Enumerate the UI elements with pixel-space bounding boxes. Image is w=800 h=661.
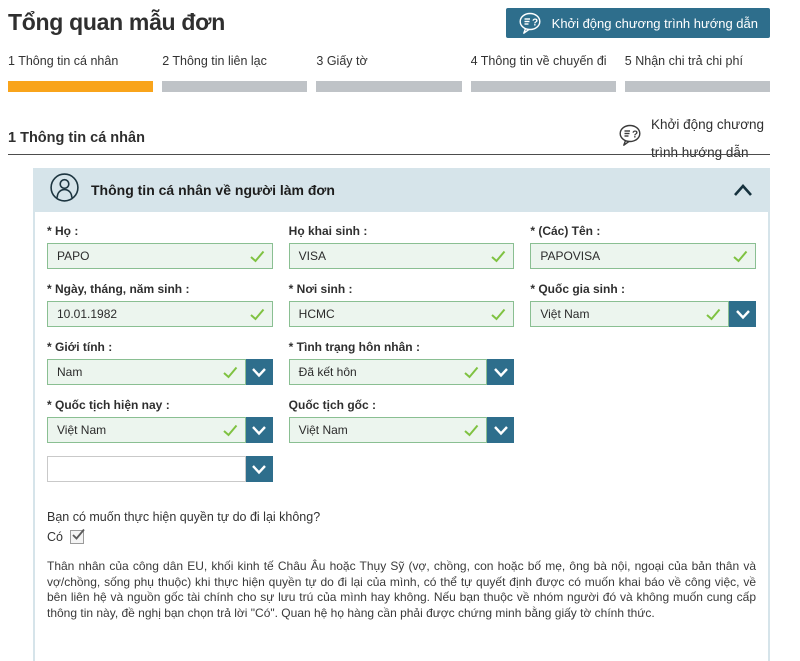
step-5-cost-coverage[interactable] — [625, 54, 770, 92]
field-extra-dropdown — [47, 456, 273, 482]
dropdown-button[interactable] — [487, 359, 514, 385]
valid-check-icon — [250, 250, 265, 263]
field-tinh-trang-hon-nhan — [289, 340, 515, 385]
step-nav — [8, 54, 770, 92]
input-value: Việt Nam — [540, 307, 590, 321]
valid-check-icon — [464, 424, 479, 437]
input-value: HCMC — [298, 307, 335, 321]
page-header — [8, 8, 770, 38]
panel-header-toggle[interactable] — [35, 168, 768, 212]
input-value: 10.01.1982 — [57, 307, 118, 321]
field-noi-sinh — [289, 282, 515, 327]
ngay-sinh-input[interactable] — [47, 301, 273, 327]
field-label: * (Các) Tên : — [530, 224, 601, 238]
section-heading-row — [8, 115, 770, 160]
dropdown-button[interactable] — [246, 417, 273, 443]
guide-help-link-label: Khởi động chương trình hướng dẫn — [651, 117, 765, 160]
step-3-documents[interactable] — [316, 54, 461, 92]
input-value: Việt Nam — [57, 423, 107, 437]
field-label: * Quốc gia sinh : — [530, 282, 626, 296]
step-progress-bar — [162, 81, 307, 92]
co-checkbox[interactable] — [70, 530, 84, 544]
noi-sinh-input[interactable] — [289, 301, 515, 327]
valid-check-icon — [491, 250, 506, 263]
input-value: Việt Nam — [298, 423, 348, 437]
guide-help-link[interactable] — [618, 115, 770, 161]
input-value: Đã kết hôn — [298, 365, 357, 379]
field-label: * Quốc tịch hiện nay : — [47, 398, 170, 412]
input-value: VISA — [298, 249, 327, 263]
question-text: Bạn có muốn thực hiện quyền tự do đi lại không? — [47, 510, 321, 524]
gioi-tinh-select[interactable] — [47, 359, 246, 385]
step-2-contact-info[interactable] — [162, 54, 307, 92]
dropdown-button[interactable] — [246, 456, 273, 482]
input-value: PAPO — [57, 249, 90, 263]
field-ho — [47, 224, 273, 269]
eu-relatives-note: Thân nhân của công dân EU, khối kinh tế Châu Âu hoặc Thụy Sỹ (vợ, chồng, con hoặc bố mẹ, ông bà nội, ngoại của bản thân và vợ/chồng, sống phụ thuộc) khi thực hiện quyền tự do đi lại của mình, có thể tự quyết định được có muốn khai báo về công việc, về bên liên hệ và nguồn gốc tài chính cho sự lưu trú của mình hay không. Nếu bạn thuộc về nhóm người đó và không muốn cung cấp thông tin này, đề nghị bạn chọn trả lời "Có". Quan hệ họ hàng cần phải được chứng minh bằng giấy tờ chính thức. — [47, 559, 756, 620]
step-progress-bar — [316, 81, 461, 92]
field-ngay-sinh — [47, 282, 273, 327]
tinh-trang-hon-nhan-select[interactable] — [289, 359, 488, 385]
ten-input[interactable] — [530, 243, 756, 269]
step-label: 4 Thông tin về chuyến đi — [470, 54, 607, 68]
page-title: Tổng quan mẫu đơn — [8, 9, 225, 35]
section-title: 1 Thông tin cá nhân — [8, 130, 145, 146]
valid-check-icon — [223, 424, 238, 437]
quoc-tich-goc-select[interactable] — [289, 417, 488, 443]
svg-text:?: ? — [531, 17, 538, 28]
free-movement-question — [47, 509, 756, 544]
field-label: * Họ : — [47, 224, 79, 238]
extra-select[interactable] — [47, 456, 246, 482]
field-ten — [530, 224, 756, 269]
svg-text:?: ? — [632, 129, 639, 141]
panel-body — [35, 212, 768, 621]
quoc-tich-hien-nay-select[interactable] — [47, 417, 246, 443]
valid-check-icon — [250, 308, 265, 321]
valid-check-icon — [464, 366, 479, 379]
ho-input[interactable] — [47, 243, 273, 269]
input-value: Nam — [57, 365, 83, 379]
field-label: * Ngày, tháng, năm sinh : — [47, 282, 190, 296]
step-label: 2 Thông tin liên lạc — [162, 54, 267, 68]
answer-label: Có — [47, 530, 63, 544]
input-value: PAPOVISA — [540, 249, 601, 263]
step-progress-bar — [471, 81, 616, 92]
guide-button[interactable] — [506, 8, 770, 38]
valid-check-icon — [733, 250, 748, 263]
step-progress-bar — [625, 81, 770, 92]
step-1-personal-info[interactable] — [8, 54, 153, 92]
person-icon — [49, 172, 80, 208]
valid-check-icon — [491, 308, 506, 321]
step-label: 1 Thông tin cá nhân — [8, 54, 119, 68]
personal-info-panel — [33, 168, 770, 661]
chevron-up-icon — [732, 183, 754, 197]
field-label: * Nơi sinh : — [288, 282, 353, 296]
dropdown-button[interactable] — [729, 301, 756, 327]
field-label: * Tình trạng hôn nhân : — [288, 340, 420, 354]
speech-bubble-question-icon — [518, 12, 543, 35]
step-label: 3 Giấy tờ — [316, 54, 368, 68]
field-quoc-tich-goc — [289, 398, 515, 443]
step-progress-bar — [8, 81, 153, 92]
field-ho-khai-sinh — [289, 224, 515, 269]
field-label: Quốc tịch gốc : — [288, 398, 376, 412]
valid-check-icon — [706, 308, 721, 321]
dropdown-button[interactable] — [246, 359, 273, 385]
speech-bubble-question-icon — [618, 124, 643, 147]
quoc-gia-sinh-select[interactable] — [530, 301, 729, 327]
dropdown-button[interactable] — [487, 417, 514, 443]
field-gioi-tinh — [47, 340, 273, 385]
ho-khai-sinh-input[interactable] — [289, 243, 515, 269]
field-quoc-gia-sinh — [530, 282, 756, 327]
field-label: * Giới tính : — [47, 340, 113, 354]
guide-button-label: Khởi động chương trình hướng dẫn — [551, 15, 758, 31]
valid-check-icon — [223, 366, 238, 379]
step-4-trip-info[interactable] — [471, 54, 616, 92]
personal-info-form — [47, 224, 756, 544]
field-label: Họ khai sinh : — [288, 224, 368, 238]
step-label: 5 Nhận chi trả chi phí — [624, 54, 743, 68]
panel-title: Thông tin cá nhân về người làm đơn — [91, 182, 335, 198]
field-quoc-tich-hien-nay — [47, 398, 273, 443]
